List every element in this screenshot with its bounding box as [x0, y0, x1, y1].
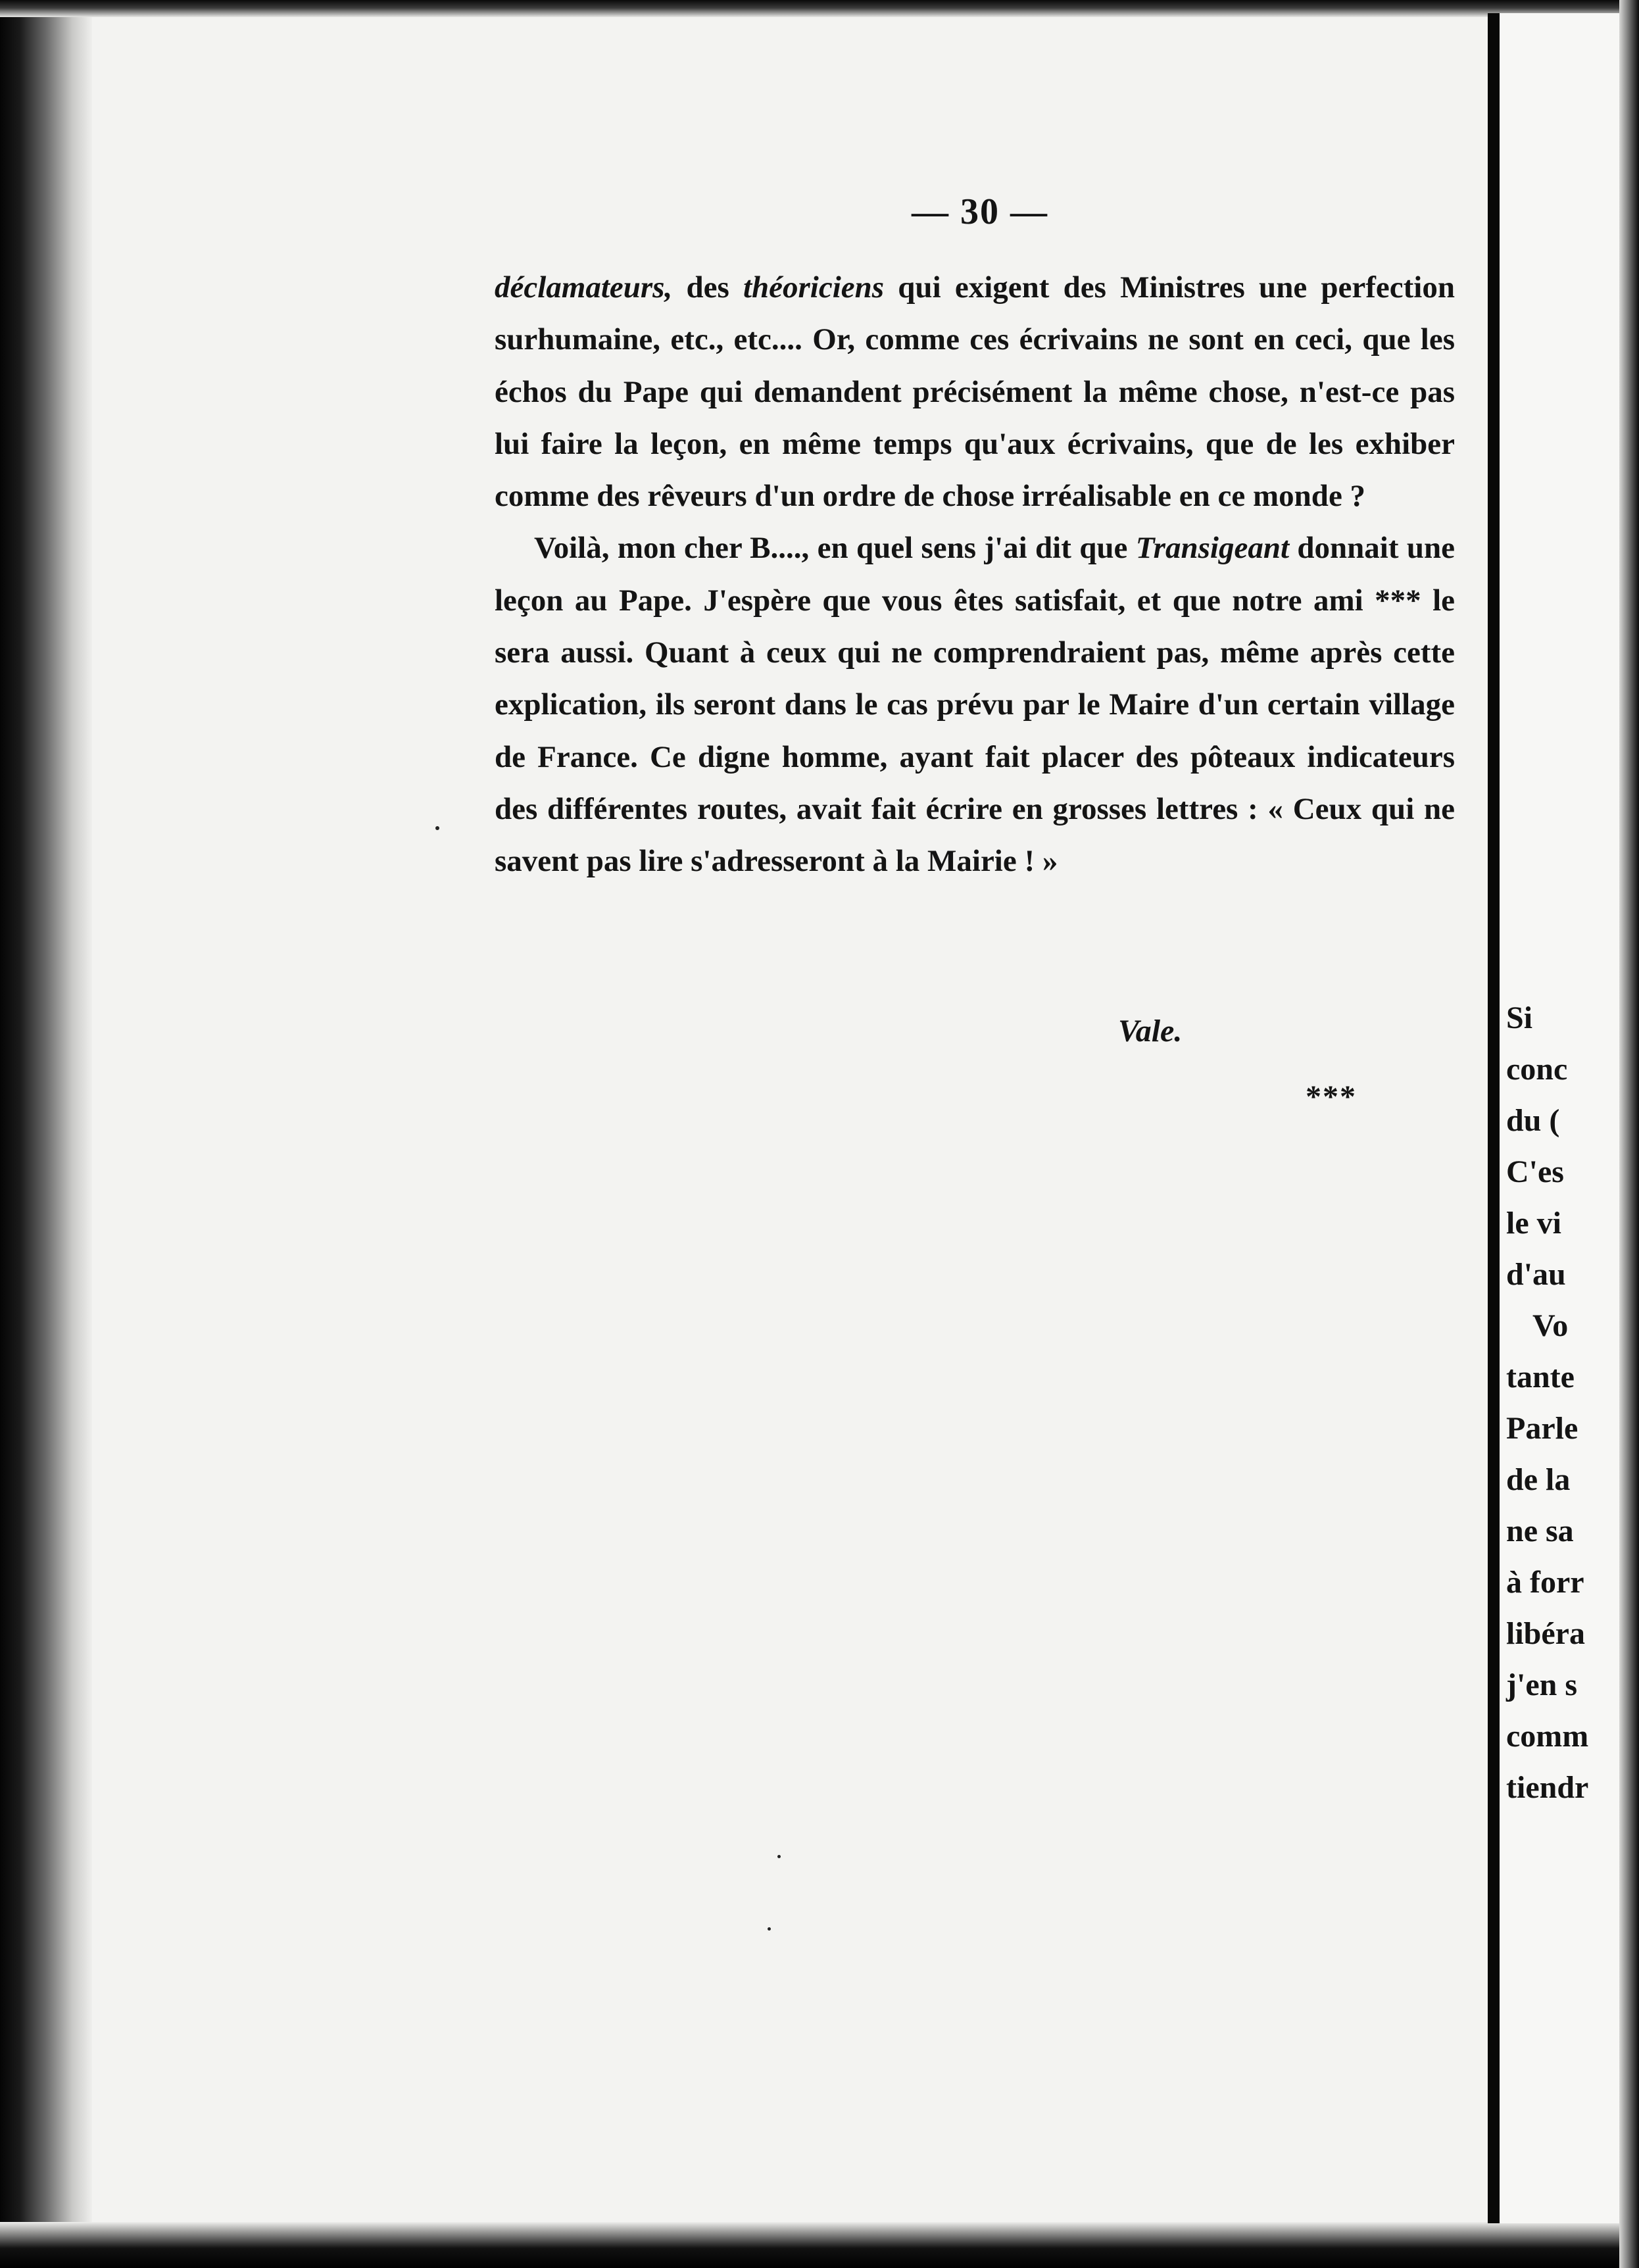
- paragraph-1-text-2: qui exigent des Ministres une perfection surhumaine, etc., etc.... Or, comme ces écrivains ne sont en ceci, que les échos du Pape qui demandent précisément la même chose, n'est-ce pas lui faire la leçon, en même temps qu'aux écrivains, que de les exhiber comme des rêveurs d'un ordre de chose irréalisable en ce monde ?: [495, 270, 1455, 514]
- facing-line: d'au: [1506, 1257, 1566, 1292]
- paragraph-1-italic-2: théoriciens: [743, 270, 885, 305]
- facing-line: tiendr: [1506, 1770, 1589, 1805]
- facing-line: comm: [1506, 1719, 1589, 1754]
- scan-edge-right: [1619, 0, 1639, 2268]
- scan-edge-top: [0, 0, 1639, 17]
- facing-line: C'es: [1506, 1154, 1564, 1189]
- facing-line: Parle: [1506, 1411, 1578, 1446]
- scan-speck: [768, 1927, 771, 1931]
- facing-line: j'en s: [1506, 1667, 1577, 1702]
- facing-line: Si: [1506, 1000, 1533, 1035]
- paragraph-1: [495, 262, 1455, 522]
- facing-page-fragment: [1500, 13, 1639, 2223]
- binding-edge-left: [0, 0, 92, 2268]
- facing-line: le vi: [1506, 1206, 1561, 1241]
- scan-edge-bottom: [0, 2222, 1639, 2268]
- scan-speck: [435, 826, 439, 830]
- scan-speck: [777, 1855, 781, 1858]
- facing-line: ne sa: [1506, 1514, 1574, 1548]
- facing-line: du (: [1506, 1103, 1560, 1138]
- paragraph-2-italic-1: Transigeant: [1135, 531, 1290, 566]
- facing-line: libéra: [1506, 1616, 1585, 1651]
- signature-asterisks: ***: [1306, 1079, 1357, 1114]
- paragraph-2-text-2: donnait une leçon au Pape. J'espère que vous êtes satisfait, et que notre ami *** le sera aussi. Quant à ceux qui ne comprendraient pas, même après cette explication, ils seront dans le cas prévu par le Maire d'un certain village de France. Ce digne homme, ayant fait placer des pôteaux indicateurs des différentes routes, avait fait écrire en grosses lettres : « Ceux qui ne savent pas lire s'adresseront à la Mairie ! »: [495, 531, 1455, 879]
- facing-line: tante: [1506, 1360, 1575, 1394]
- paragraph-1-italic-1: déclamateurs,: [495, 270, 673, 305]
- closing-word: Vale.: [1118, 1014, 1183, 1048]
- paragraph-2: [495, 522, 1455, 887]
- page-gutter: [1488, 13, 1500, 2223]
- facing-line: conc: [1506, 1052, 1568, 1087]
- paragraph-1-text-1: des: [672, 270, 743, 305]
- facing-line: de la: [1506, 1462, 1571, 1497]
- paragraph-2-text-1: Voilà, mon cher B...., en quel sens j'ai dit que: [534, 531, 1136, 566]
- page-body: [495, 262, 1455, 888]
- facing-line: Vo: [1532, 1308, 1569, 1343]
- facing-line: à forr: [1506, 1565, 1584, 1600]
- page-number: — 30 —: [912, 191, 1048, 232]
